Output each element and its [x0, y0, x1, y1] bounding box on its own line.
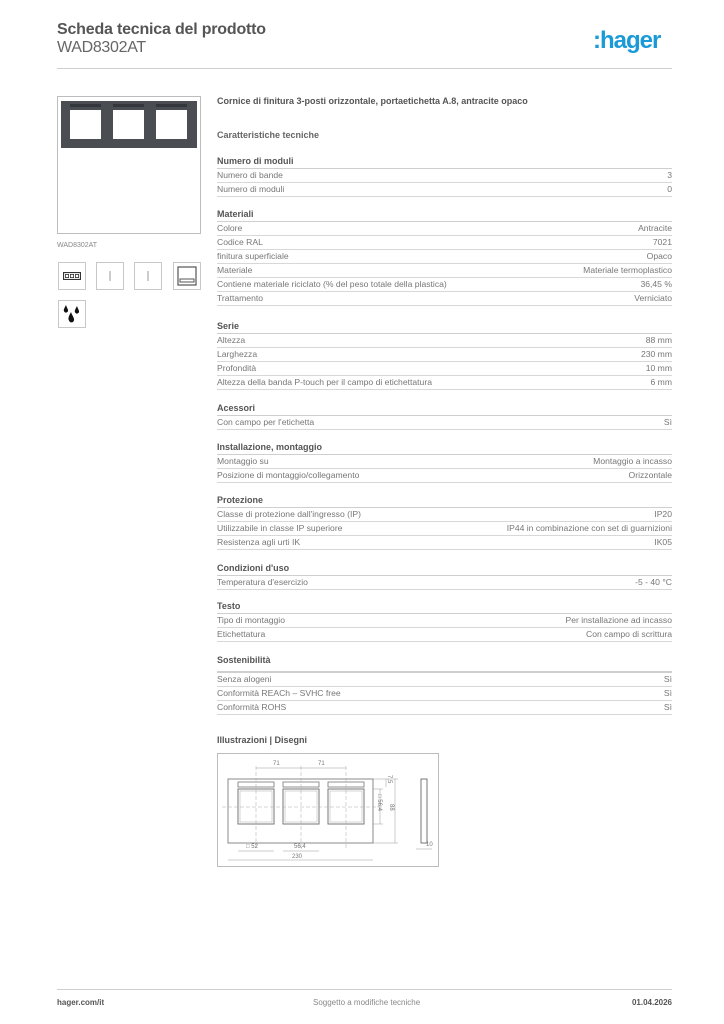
spec-row: finitura superficiale Opaco [217, 250, 672, 264]
product-image [57, 96, 201, 234]
section-title: Acessori [217, 402, 672, 416]
section-title: Sostenibilità [217, 654, 672, 673]
spec-row: Posizione di montaggio/collegamento Orizzontale [217, 469, 672, 483]
frame-opening [156, 110, 187, 139]
footer-note: Soggetto a modifiche tecniche [313, 998, 421, 1007]
product-code: WAD8302AT [57, 39, 146, 56]
section-testo [217, 600, 672, 642]
section-title: Protezione [217, 494, 672, 508]
spec-row: Montaggio su Montaggio a incasso [217, 455, 672, 469]
svg-text:10: 10 [426, 842, 433, 848]
spec-row: Etichettatura Con campo di scrittura [217, 628, 672, 642]
svg-text:88: 88 [388, 804, 394, 811]
single-pole-switch-icon [96, 262, 124, 290]
document-title: Scheda tecnica del prodotto [57, 21, 266, 38]
header-divider [57, 68, 672, 69]
image-caption: WAD8302AT [57, 242, 98, 249]
section-title: Materiali [217, 208, 672, 222]
svg-text:71: 71 [318, 761, 325, 767]
spec-row: Tipo di montaggio Per installazione ad incasso [217, 614, 672, 628]
spec-row: Classe di protezione dall'ingresso (IP) IP20 [217, 508, 672, 522]
svg-text:56,4: 56,4 [294, 844, 306, 850]
section-serie [217, 320, 672, 390]
spec-row: Larghezza 230 mm [217, 348, 672, 362]
spec-row: Altezza della banda P-touch per il campo di etichettatura 6 mm [217, 376, 672, 390]
spec-row: Numero di bande 3 [217, 169, 672, 183]
label-strip [156, 104, 187, 107]
water-drops-icon [58, 300, 86, 328]
section-condizioni-uso [217, 562, 672, 590]
label-holder-icon [173, 262, 201, 290]
section-protezione [217, 494, 672, 550]
spec-row: Colore Antracite [217, 222, 672, 236]
spec-row: Numero di moduli 0 [217, 183, 672, 197]
svg-text:230: 230 [292, 854, 303, 860]
technical-drawing [217, 753, 439, 867]
section-accessori [217, 402, 672, 430]
section-title: Testo [217, 600, 672, 614]
svg-text:□ 52: □ 52 [246, 844, 258, 850]
section-title: Installazione, montaggio [217, 441, 672, 455]
spec-row: Resistenza agli urti IK IK05 [217, 536, 672, 550]
svg-text:7,5: 7,5 [386, 775, 392, 784]
section-title: Serie [217, 320, 672, 334]
illustrations-heading: Illustrazioni | Disegni [217, 735, 308, 745]
spec-row: Trattamento Verniciato [217, 292, 672, 306]
technical-characteristics-heading: Caratteristiche tecniche [217, 130, 320, 140]
section-installazione [217, 441, 672, 483]
spec-row: Con campo per l'etichetta Sì [217, 416, 672, 430]
section-sostenibilita [217, 654, 672, 715]
spec-row: Materiale Materiale termoplastico [217, 264, 672, 278]
svg-text:□ 56,4: □ 56,4 [376, 794, 382, 811]
label-strip [113, 104, 144, 107]
frame-illustration [61, 101, 197, 148]
section-title: Condizioni d'uso [217, 562, 672, 576]
label-strip [70, 104, 101, 107]
spec-row: Profondità 10 mm [217, 362, 672, 376]
single-pole-switch-icon [134, 262, 162, 290]
hager-logo: :hager [593, 27, 661, 54]
section-materiali [217, 208, 672, 306]
spec-row: Conformità ROHS Sì [217, 701, 672, 715]
section-numero-moduli [217, 155, 672, 197]
frame-opening [113, 110, 144, 139]
footer-date: 01.04.2026 [631, 998, 672, 1007]
footer-divider [57, 989, 672, 990]
product-description: Cornice di finitura 3-posti orizzontale, portaetichetta A.8, antracite opaco [217, 96, 528, 106]
spec-row: Contiene materiale riciclato (% del peso totale della plastica) 36,45 % [217, 278, 672, 292]
spec-row: Conformità REACh – SVHC free Sì [217, 687, 672, 701]
spec-row: Temperatura d'esercizio -5 - 40 °C [217, 576, 672, 590]
spec-row: Utilizzabile in classe IP superiore IP44 in combinazione con set di guarnizioni [217, 522, 672, 536]
section-title: Numero di moduli [217, 155, 672, 169]
footer-website: hager.com/it [57, 998, 105, 1007]
spec-row: Codice RAL 7021 [217, 236, 672, 250]
spec-row: Altezza 88 mm [217, 334, 672, 348]
svg-text:71: 71 [273, 761, 280, 767]
spec-row: Senza alogeni Sì [217, 673, 672, 687]
three-module-frame-icon [58, 262, 86, 290]
frame-opening [70, 110, 101, 139]
